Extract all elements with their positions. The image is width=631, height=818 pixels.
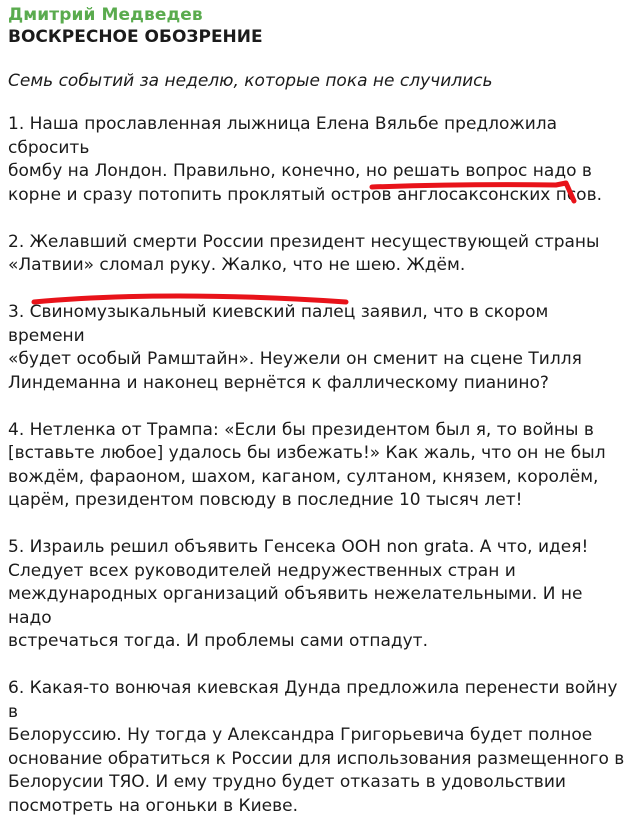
paragraph-3: 3. Свиномузыкальный киевский палец заявил, что в скором времени «будет особый Рамштайн». Неужели он сменит на сцене Тилля Линдеманна и наконец вернётся к фаллическому пианино? [8,302,582,393]
post-title: ВОСКРЕСНОЕ ОБОЗРЕНИЕ [8,27,263,47]
paragraph-2: 2. Желавший смерти России президент несуществующей страны «Латвии» сломал руку. Жалко, что не шею. Ждём. [8,231,600,275]
paragraph-6: 6. Какая-то вонючая киевская Дунда предложила перенести войну в Белоруссию. Ну тогда у Александра Григорьевича будет полное основание обратиться к России для использования размещенного в Белорусии ТЯО. И ему трудно будет отказать в удовольствии посмотреть на огоньки в Киеве. [8,678,625,816]
paragraph-1: 1. Наша прославленная лыжница Елена Вяльбе предложила сбросить бомбу на Лондон. Правильно, конечно, но решать вопрос надо в корне и сразу потопить проклятый остров англосаксонских псов. [8,114,603,205]
paragraph-5: 5. Израиль решил объявить Генсека ООН non grata. А что, идея! Следует всех руководителей недружественных стран и международных организаций объявить нежелательными. И не надо встречаться тогда. И проблемы сами отпадут. [8,537,589,651]
post-subtitle: Семь событий за неделю, которые пока не случились [8,71,493,91]
author-name[interactable]: Дмитрий Медведев [8,5,203,25]
paragraph-4: 4. Нетленка от Трампа: «Если бы президентом был я, то войны в [вставьте любое] удалось бы избежать!» Как жаль, что он не был вождём, фараоном, шахом, каганом, султаном, князем, королём, царём, президентом повсюду в последние 10 тысяч лет! [8,419,606,510]
